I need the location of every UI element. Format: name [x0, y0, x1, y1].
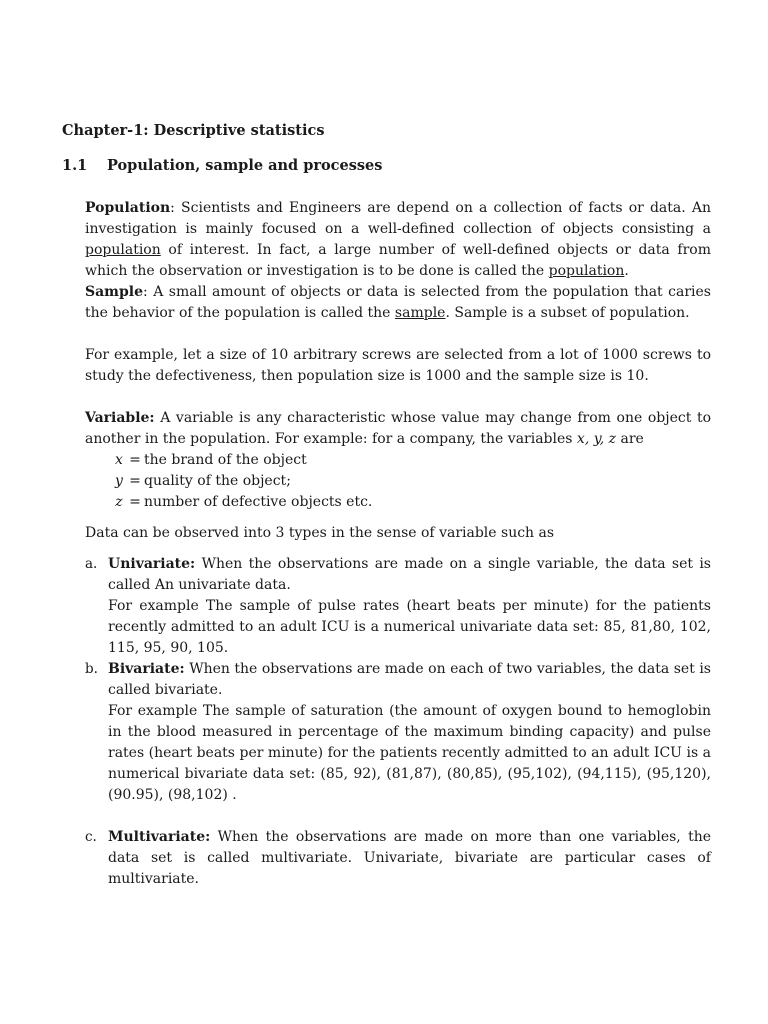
list-item-bivariate: b. Bivariate: When the observations are made on each of two variables, the data set is called bivariate. For example The sample of saturation (the amount of oxygen bound to hemoglobin in the blood measured in percentage of the maximum binding capacity) and pulse rates (heart beats per minute) for the patients recently admitted to an adult ICU is a numerical bivariate data set: (85, 92), (81,87), (80,85), (95,102), (94,115), (95,120), (90.95), (98,102) . [85, 659, 711, 806]
list-marker: b. [85, 661, 98, 677]
section-title-text: Population, sample and processes [107, 157, 383, 174]
types-intro: Data can be observed into 3 types in the sense of variable such as [85, 525, 555, 541]
variable-definition-y: y = quality of the object; [115, 473, 291, 489]
sample-term: Sample [85, 284, 144, 300]
list-item-univariate: a. Univariate: When the observations are made on a single variable, the data set is called An univariate data. For example The sample of pulse rates (heart beats per minute) for the patients recently admitted to an adult ICU is a numerical univariate data set: 85, 81,80, 102, 115, 95, 90, 105. [85, 554, 711, 659]
list-item-multivariate: c. Multivariate: When the observations are made on more than one variables, the data set is called multivariate. Univariate, bivariate are particular cases of multivariate. [85, 829, 711, 887]
population-term: Population [85, 200, 171, 216]
variable-definition-x: x = the brand of the object [115, 452, 307, 468]
multivariate-term: Multivariate: [108, 829, 211, 845]
chapter-title: Chapter-1: Descriptive statistics [62, 122, 325, 139]
list-marker: a. [85, 556, 98, 572]
bivariate-example: For example The sample of saturation (the amount of oxygen bound to hemoglobin in the blood measured in percentage of the maximum binding capacity) and pulse rates (heart beats per minute) for the patients recently admitted to an adult ICU is a numerical bivariate data set: (85, 92), (81,87), (80,85), (95,102), (94,115), (95,120), (90.95), (98,102) . [108, 703, 711, 803]
univariate-term: Univariate: [108, 556, 196, 572]
univariate-example: For example The sample of pulse rates (heart beats per minute) for the patients recently admitted to an adult ICU is a numerical univariate data set: 85, 81,80, 102, 115, 95, 90, 105. [108, 598, 711, 656]
sample-paragraph: Sample: A small amount of objects or data is selected from the population that caries the behavior of the population is called the sample. Sample is a subset of population. [85, 284, 711, 321]
variable-term: Variable: [85, 410, 155, 426]
population-underlined: population [85, 242, 161, 258]
section-title [62, 157, 382, 174]
bivariate-term: Bivariate: [108, 661, 185, 677]
population-underlined-2: population [548, 263, 625, 279]
document-body [85, 198, 711, 890]
variable-definition-z: z = number of defective objects etc. [115, 494, 373, 510]
population-paragraph: Population: Scientists and Engineers are depend on a collection of facts or data. An investigation is mainly focused on a well-defined collection of objects consisting a population of interest. In fact, a large number of well-defined objects or data from which the observation or investigation is to be done is called the population. [85, 200, 711, 279]
variable-symbols: x, y, z [576, 431, 617, 447]
variable-definitions [85, 450, 711, 513]
sample-underlined: sample [394, 305, 446, 321]
variable-paragraph: Variable: A variable is any characteristic whose value may change from one object to another in the population. For example: for a company, the variables x, y, z are [85, 410, 711, 447]
example-paragraph: For example, let a size of 10 arbitrary screws are selected from a lot of 1000 screws to study the defectiveness, then population size is 1000 and the sample size is 10. [85, 347, 711, 384]
section-number: 1.1 [62, 157, 88, 174]
list-marker: c. [85, 829, 97, 845]
